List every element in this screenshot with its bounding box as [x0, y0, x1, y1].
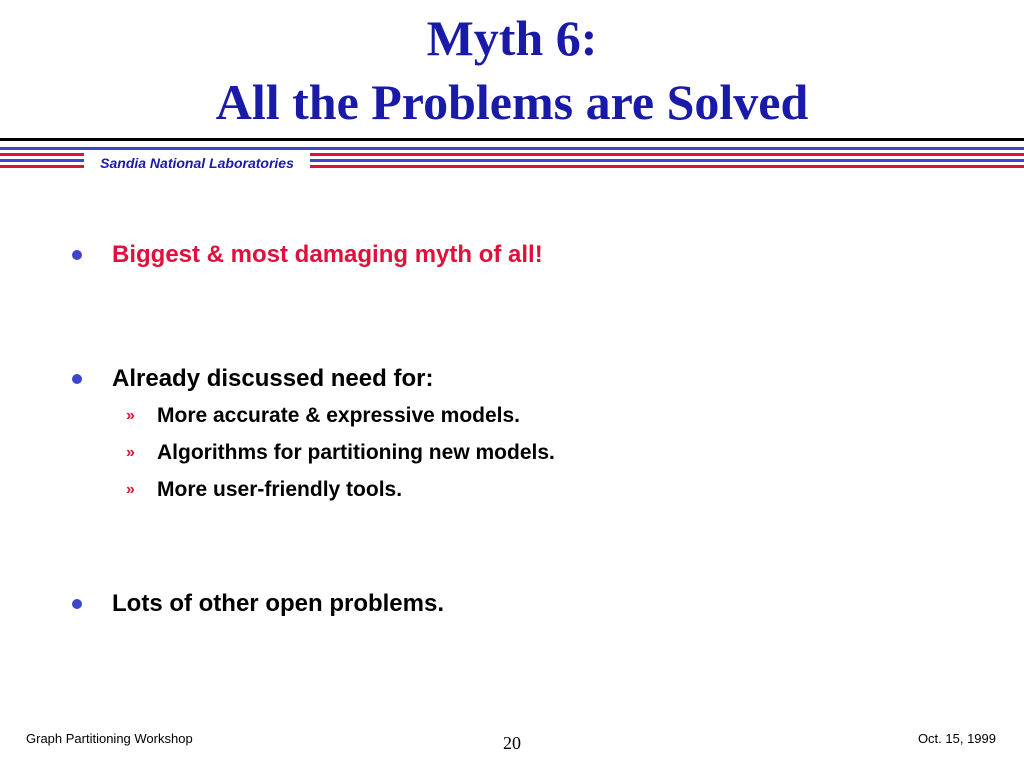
- sub-bullet-marker-2: »: [126, 444, 135, 461]
- sub-bullet-marker-3: »: [126, 481, 135, 498]
- sub-bullet-marker-1: »: [126, 407, 135, 424]
- sub-bullet-text-2: Algorithms for partitioning new models.: [157, 441, 555, 464]
- organization-label: Sandia National Laboratories: [84, 152, 310, 174]
- page-number: 20: [503, 733, 521, 753]
- footer-date: Oct. 15, 1999: [917, 731, 996, 746]
- header-rule-black: [0, 138, 1024, 141]
- slide-title: [0, 6, 1024, 134]
- bullet-text-3: Lots of other open problems.: [112, 590, 445, 617]
- sub-bullet-text-1: More accurate & expressive models.: [157, 404, 521, 427]
- bullet-text-1: Biggest & most damaging myth of all!: [112, 241, 543, 268]
- bullet-dot-1: [72, 250, 82, 260]
- header-rule-blue-1: [0, 147, 1024, 150]
- bullet-dot-2: [72, 374, 82, 384]
- footer-left: Graph Partitioning Workshop: [26, 731, 193, 746]
- sub-bullet-text-3: More user-friendly tools.: [157, 478, 403, 501]
- bullet-dot-3: [72, 599, 82, 609]
- slide-title-line-2: All the Problems are Solved: [215, 74, 809, 130]
- slide-title-line-1: Myth 6:: [426, 10, 598, 66]
- bullet-text-2: Already discussed need for:: [112, 365, 434, 392]
